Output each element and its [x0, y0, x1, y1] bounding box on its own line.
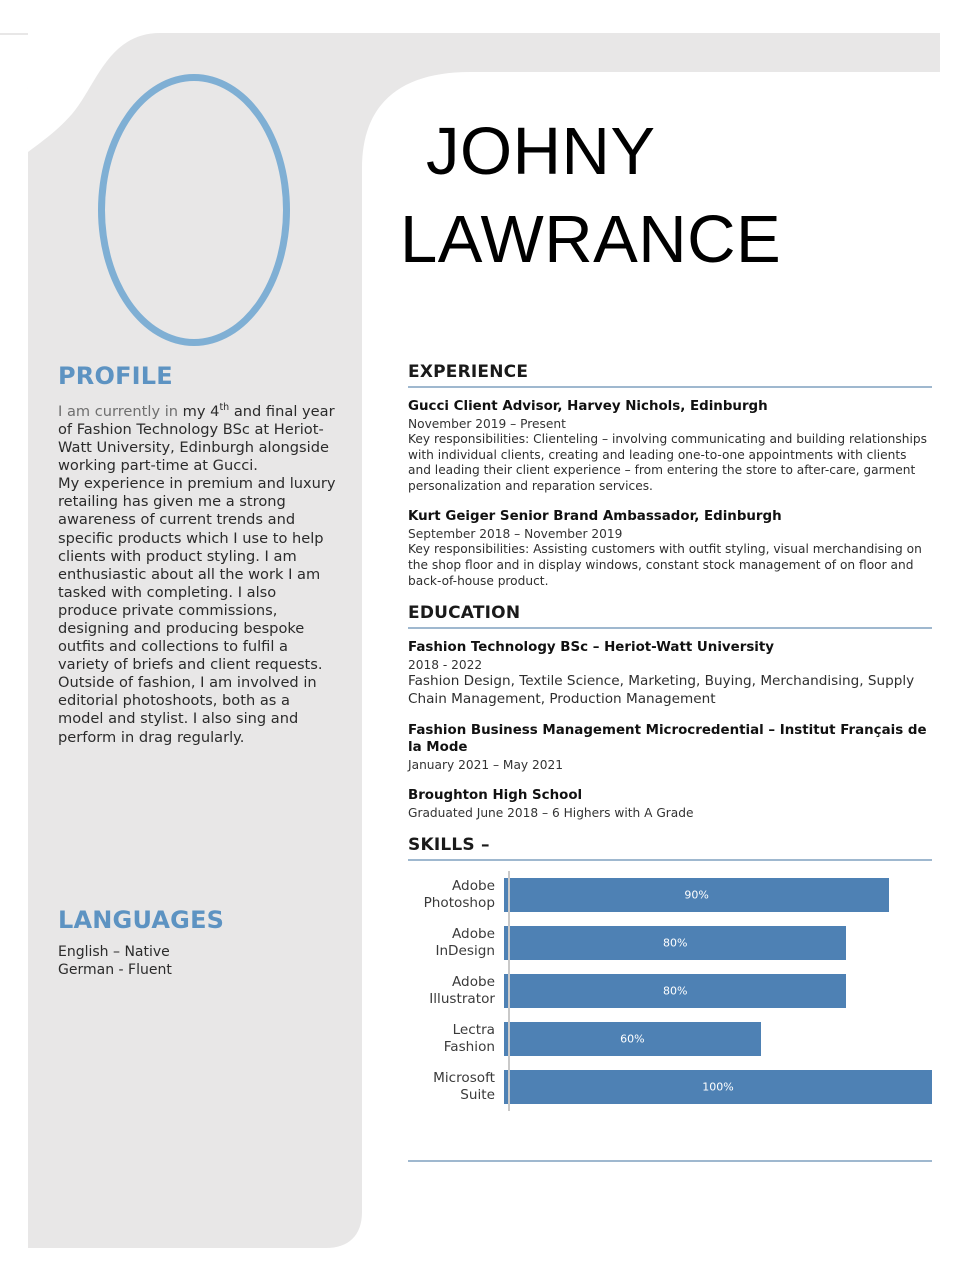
experience-entry-description: Key responsibilities: Clienteling – involving communicating and building relationships with individual clients, creating and leading one-to-one appointments with clients and leading their client experience – from entering the store to after-care, garment personalization and reparation services.: [408, 432, 927, 493]
education-entry-date: 2018 - 2022: [408, 658, 483, 673]
skill-label: Lectra Fashion: [443, 1022, 495, 1056]
experience-entry-title: Gucci Client Advisor, Harvey Nichols, Edinburgh: [408, 399, 768, 414]
skill-bar-track: [504, 1063, 932, 1111]
education-heading: EDUCATION: [408, 603, 521, 624]
last-name: LAWRANCE: [400, 202, 782, 277]
skill-value-label: 80%: [662, 936, 688, 950]
education-entry-date: Graduated June 2018 – 6 Highers with A Grade: [408, 806, 694, 821]
experience-entry: [408, 398, 932, 494]
skill-bar: [504, 878, 889, 912]
education-section: [408, 603, 932, 821]
profile-intro-superscript: th: [219, 402, 230, 413]
profile-intro-rest-b: and final year of Fashion Technology BSc at Heriot-Watt University, Edinburgh alongside working part-time at Gucci.: [58, 402, 335, 475]
skills-section: [408, 835, 932, 1111]
skill-row: [408, 1063, 932, 1111]
sidebar-profile-section: [58, 362, 338, 747]
language-item: English – Native: [58, 944, 170, 960]
main-content: [408, 362, 932, 1117]
skill-bar-track: [504, 967, 932, 1015]
language-item: German - Fluent: [58, 962, 172, 978]
skill-row: [408, 1015, 932, 1063]
profile-intro-rest-a: my 4: [178, 402, 220, 420]
profile-intro-muted: I am currently in: [58, 402, 179, 420]
skill-label: Adobe Illustrator: [429, 974, 495, 1008]
skills-bar-chart: [408, 871, 932, 1111]
experience-heading: EXPERIENCE: [408, 362, 529, 382]
experience-entry: [408, 508, 932, 589]
profile-heading: PROFILE: [58, 362, 173, 390]
skill-value-label: 100%: [702, 1080, 734, 1094]
experience-entry-title: Kurt Geiger Senior Brand Ambassador, Edinburgh: [408, 509, 782, 525]
skill-bar: [504, 974, 846, 1008]
skill-row: [408, 871, 932, 919]
skill-value-label: 90%: [684, 888, 709, 902]
profile-paragraph-2: My experience in premium and luxury retailing has given me a strong awareness of current trends and specific products which I use to help clients with product styling. I am enthusiastic about all the work I am tasked with completing. I also produce private commissions, designing and producing bespoke outfits and collections to fulfil a variety of briefs and client requests.: [58, 475, 336, 674]
experience-divider: [408, 386, 932, 388]
skill-row: [408, 919, 932, 967]
skill-row: [408, 967, 932, 1015]
languages-list: [58, 943, 338, 979]
skills-divider: [408, 859, 932, 861]
page-title: [400, 108, 870, 284]
experience-entry-date: September 2018 – November 2019: [408, 527, 623, 542]
education-entry-description: Fashion Design, Textile Science, Marketing, Buying, Merchandising, Supply Chain Management, Production Management: [408, 673, 915, 707]
sidebar-languages-section: [58, 906, 338, 979]
skill-bar-track: [504, 871, 932, 919]
skill-bar-track: [504, 1015, 932, 1063]
profile-paragraph-3: Outside of fashion, I am involved in editorial photoshoots, both as a model and stylist. I also sing and perform in drag regularly.: [58, 674, 317, 746]
education-divider: [408, 627, 932, 629]
education-entry-date: January 2021 – May 2021: [408, 758, 564, 773]
skill-bar-track: [504, 919, 932, 967]
skill-value-label: 60%: [620, 1032, 645, 1046]
skill-label: Adobe InDesign: [435, 926, 495, 960]
skill-bar: [504, 1022, 761, 1056]
skill-bar: [504, 926, 846, 960]
education-entry: [408, 722, 932, 773]
chart-axis-line: [508, 871, 510, 1111]
skill-label: Adobe Photoshop: [423, 878, 495, 912]
gray-panel-notch: [0, 0, 956, 33]
first-name: JOHNY: [426, 114, 656, 189]
experience-section: [408, 362, 932, 589]
skill-bar: [504, 1070, 932, 1104]
bottom-divider: [408, 1160, 932, 1162]
education-entry-title: Broughton High School: [408, 788, 583, 804]
profile-body: [58, 399, 338, 747]
skill-label: Microsoft Suite: [433, 1070, 495, 1104]
experience-entry-date: November 2019 – Present: [408, 417, 566, 431]
profile-paragraph-1: [58, 399, 338, 475]
education-entry-title: Fashion Business Management Microcredential – Institut Français de la Mode: [408, 723, 927, 756]
education-entry: [408, 639, 932, 708]
skill-value-label: 80%: [662, 984, 688, 998]
skills-heading: SKILLS –: [408, 835, 490, 856]
education-entry: [408, 787, 932, 821]
experience-entry-description: Key responsibilities: Assisting customers with outfit styling, visual merchandising on the shop floor and in display windows, constant stock management of on floor and back-of-house product.: [408, 542, 922, 588]
photo-placeholder-oval: [98, 74, 290, 346]
languages-heading: LANGUAGES: [58, 906, 225, 934]
education-entry-title: Fashion Technology BSc – Heriot-Watt University: [408, 640, 775, 656]
